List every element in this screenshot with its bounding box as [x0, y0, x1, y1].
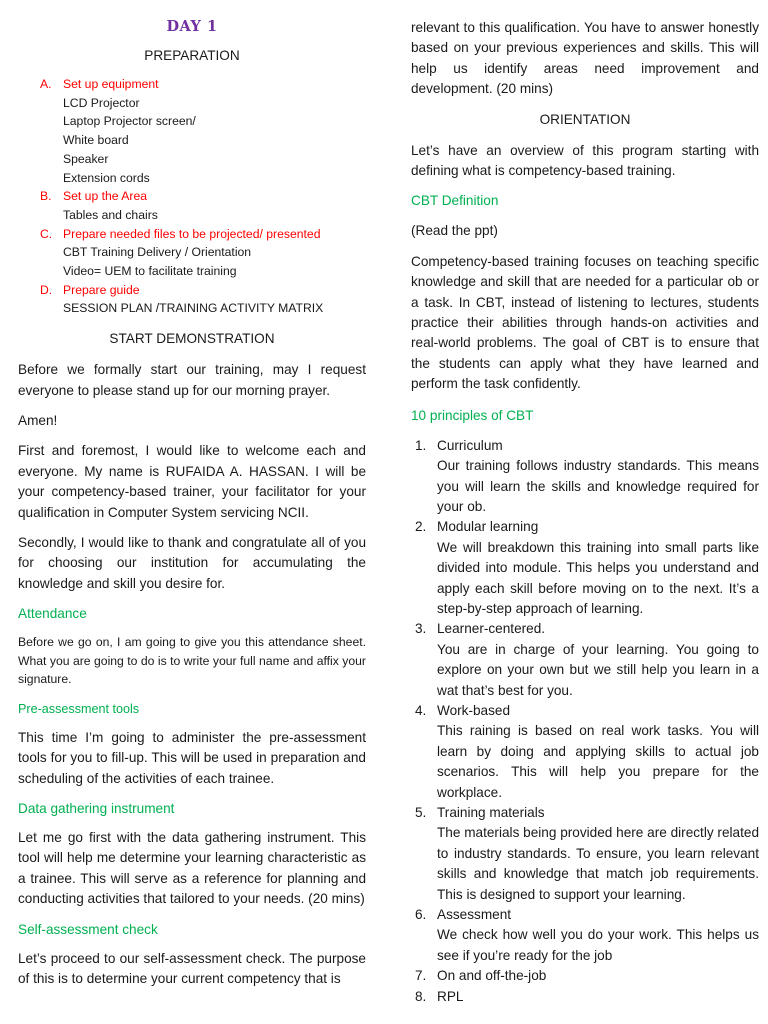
attendance-paragraph: Before we go on, I am going to give you this attendance sheet. What you are going to do is to write your full name and affix your signature. [18, 635, 366, 687]
principle-title: Training materials [437, 805, 545, 820]
prep-letter: C. [40, 226, 53, 241]
principle-number: 6. [415, 907, 427, 923]
principle-item [415, 619, 759, 701]
principle-number: 3. [415, 621, 427, 637]
prep-item-a [40, 75, 366, 94]
principle-item [415, 701, 759, 803]
prep-sub: Video= UEM to facilitate training [63, 264, 237, 279]
principle-item [415, 987, 759, 1007]
thanks-paragraph: Secondly, I would like to thank and congratulate all of you for choosing our institution for accumulating the knowledge and skill you desire for. [18, 534, 366, 591]
principle-number: 8. [415, 988, 427, 1004]
principle-item [415, 803, 759, 905]
principle-title: Learner-centered. [437, 621, 546, 637]
prep-title: Set up the Area [63, 189, 148, 204]
principle-description: We will breakdown this training into small parts like divided into module. This helps you understand and apply each skill before moving on to the next. It’s a step-by-step approach of learning. [437, 539, 759, 616]
prayer-paragraph: Before we formally start our training, may I request everyone to please stand up for our morning prayer. [18, 362, 366, 398]
principles-list [415, 436, 759, 1007]
principle-number: 4. [415, 702, 427, 718]
data-gathering-heading: Data gathering instrument [18, 800, 175, 816]
read-ppt-paragraph: (Read the ppt) [411, 223, 498, 239]
prep-title: Prepare needed files to be projected/ presented [63, 226, 321, 241]
continued-paragraph: relevant to this qualification. You have to answer honestly based on your previous experiences and skills. This will help us identify areas need improvement and development. (20 mins) [411, 20, 759, 97]
right-column [411, 0, 759, 1007]
prep-sub: Speaker [63, 151, 109, 166]
data-gathering-paragraph: Let me go first with the data gathering instrument. This tool will help me determine your learning characteristic as a trainee. This will serve as a reference for planning and conducting activities that tailored to your needs. (20 mins) [18, 829, 366, 907]
prep-letter: B. [40, 189, 52, 204]
self-assessment-paragraph: Let’s proceed to our self-assessment check. The purpose of this is to determine your current competency that is [18, 950, 366, 986]
prep-item-c [40, 225, 366, 244]
prep-sub: White board [63, 133, 129, 148]
principles-heading: 10 principles of CBT [411, 407, 534, 423]
day-title: DAY 1 [166, 18, 218, 35]
prep-item-d [40, 281, 366, 300]
cbt-definition-heading: CBT Definition [411, 193, 499, 209]
principle-title: Modular learning [437, 519, 539, 535]
principle-title: Curriculum [437, 437, 503, 453]
prep-letter: A. [40, 77, 52, 91]
principle-item [415, 436, 759, 518]
attendance-heading: Attendance [18, 606, 87, 622]
principle-description: The materials being provided here are directly related to industry standards. To ensure, you learn relevant skills and knowledge that match job requirements. This is designed to support your learning. [437, 825, 759, 902]
self-assessment-heading: Self-assessment check [18, 921, 158, 937]
preassessment-paragraph: This time I’m going to administer the pre-assessment tools for you to fill-up. This will be used in preparation and scheduling of the activities of each trainee. [18, 729, 366, 786]
preparation-heading: PREPARATION [144, 48, 240, 63]
principle-item [415, 517, 759, 619]
prep-sub: Extension cords [63, 170, 150, 185]
principle-description: You are in charge of your learning. You going to explore on your own but we still help you learn in a wat that’s best for you. [437, 641, 759, 698]
principle-number: 2. [415, 519, 427, 535]
left-column [18, 0, 366, 989]
start-demonstration-heading: START DEMONSTRATION [109, 331, 275, 347]
principle-title: On and off-the-job [437, 968, 547, 984]
orientation-heading: ORIENTATION [539, 111, 631, 127]
principle-title: Assessment [437, 907, 512, 923]
prep-sub: SESSION PLAN /TRAINING ACTIVITY MATRIX [63, 301, 324, 316]
principle-number: 7. [415, 968, 427, 984]
principle-number: 1. [415, 437, 427, 453]
prep-letter: D. [40, 282, 53, 297]
principle-item [415, 905, 759, 966]
prep-sub: Tables and chairs [63, 207, 158, 222]
preassessment-heading: Pre-assessment tools [18, 701, 140, 716]
prep-title: Set up equipment [63, 77, 159, 91]
principle-title: Work-based [437, 702, 511, 718]
principle-item [415, 966, 759, 986]
prep-item-b [40, 187, 366, 206]
principle-description: Our training follows industry standards. This means you will learn the skills and knowledge required for your ob. [437, 458, 759, 514]
preparation-list [40, 75, 366, 318]
cbt-definition-paragraph: Competency-based training focuses on teaching specific knowledge and skill that are needed for a particular ob or a task. In CBT, instead of listening to lectures, students practice their abilities through hands-on activities and real-world problems. The goal of CBT is to ensure that the students can apply what they have learned and perform the task confidently. [411, 253, 759, 392]
prep-sub: CBT Training Delivery / Orientation [63, 245, 252, 260]
principle-description: We check how well you do your work. This helps us see if you’re ready for the job [437, 927, 759, 963]
principle-description: This raining is based on real work tasks. You will learn by doing and applying skills to actual job scenarios. This will help you prepare for the workplace. [437, 723, 759, 800]
principle-number: 5. [415, 805, 427, 820]
amen-paragraph: Amen! [18, 412, 58, 428]
principle-title: RPL [437, 988, 464, 1004]
welcome-paragraph: First and foremost, I would like to welcome each and everyone. My name is RUFAIDA A. HASSAN. I will be your competency-based trainer, your facilitator for your qualification in Computer System servicing NCII. [18, 443, 366, 520]
prep-title: Prepare guide [63, 282, 140, 297]
prep-sub: Laptop Projector screen/ [63, 114, 196, 129]
orientation-paragraph: Let’s have an overview of this program starting with defining what is competency-based training. [411, 142, 759, 179]
prep-sub: LCD Projector [63, 95, 140, 110]
